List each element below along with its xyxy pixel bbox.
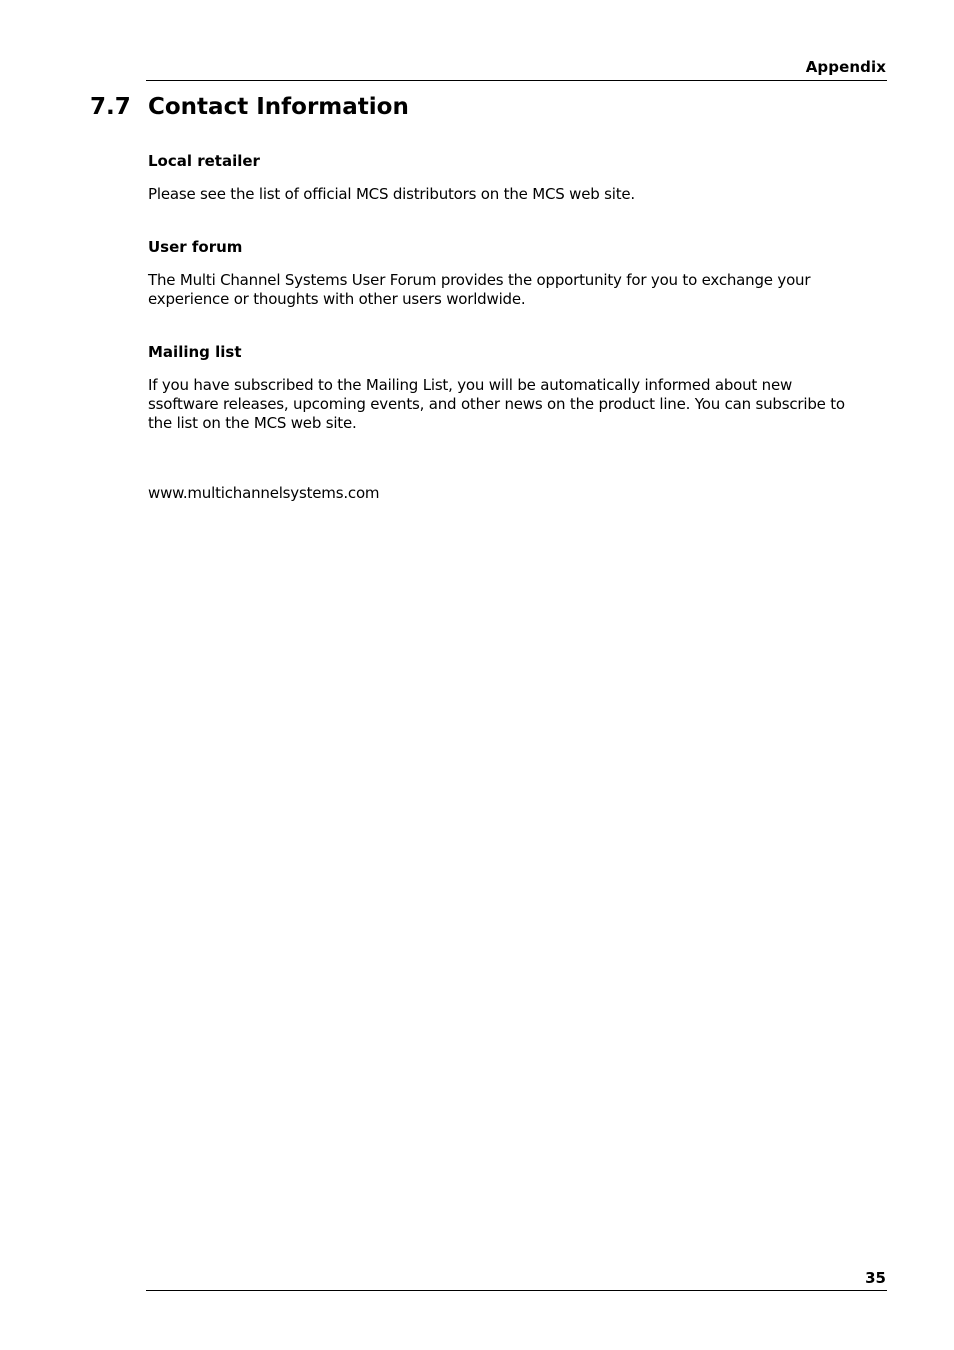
- section-title-text: Contact Information: [148, 94, 409, 120]
- header-rule: [146, 80, 887, 81]
- mailing-list-text: If you have subscribed to the Mailing List, you will be automatically informed about new ssoftware releases, upcoming events, and other news on the product line. You can subscribe to the list on the MCS web site.: [148, 376, 845, 432]
- page-body: [148, 150, 858, 503]
- running-header: Appendix: [805, 58, 886, 76]
- section-title: [90, 92, 409, 122]
- mailing-list-heading: Mailing list: [148, 343, 242, 361]
- user-forum-heading: User forum: [148, 238, 243, 256]
- user-forum-text: The Multi Channel Systems User Forum provides the opportunity for you to exchange your experience or thoughts with other users worldwide.: [148, 271, 811, 308]
- page-number: 35: [865, 1269, 886, 1287]
- section-number: 7.7: [90, 94, 131, 120]
- local-retailer-text: Please see the list of official MCS distributors on the MCS web site.: [148, 185, 635, 203]
- website-link[interactable]: www.multichannelsystems.com: [148, 484, 380, 502]
- local-retailer-heading: Local retailer: [148, 152, 260, 170]
- footer-rule: [146, 1290, 887, 1291]
